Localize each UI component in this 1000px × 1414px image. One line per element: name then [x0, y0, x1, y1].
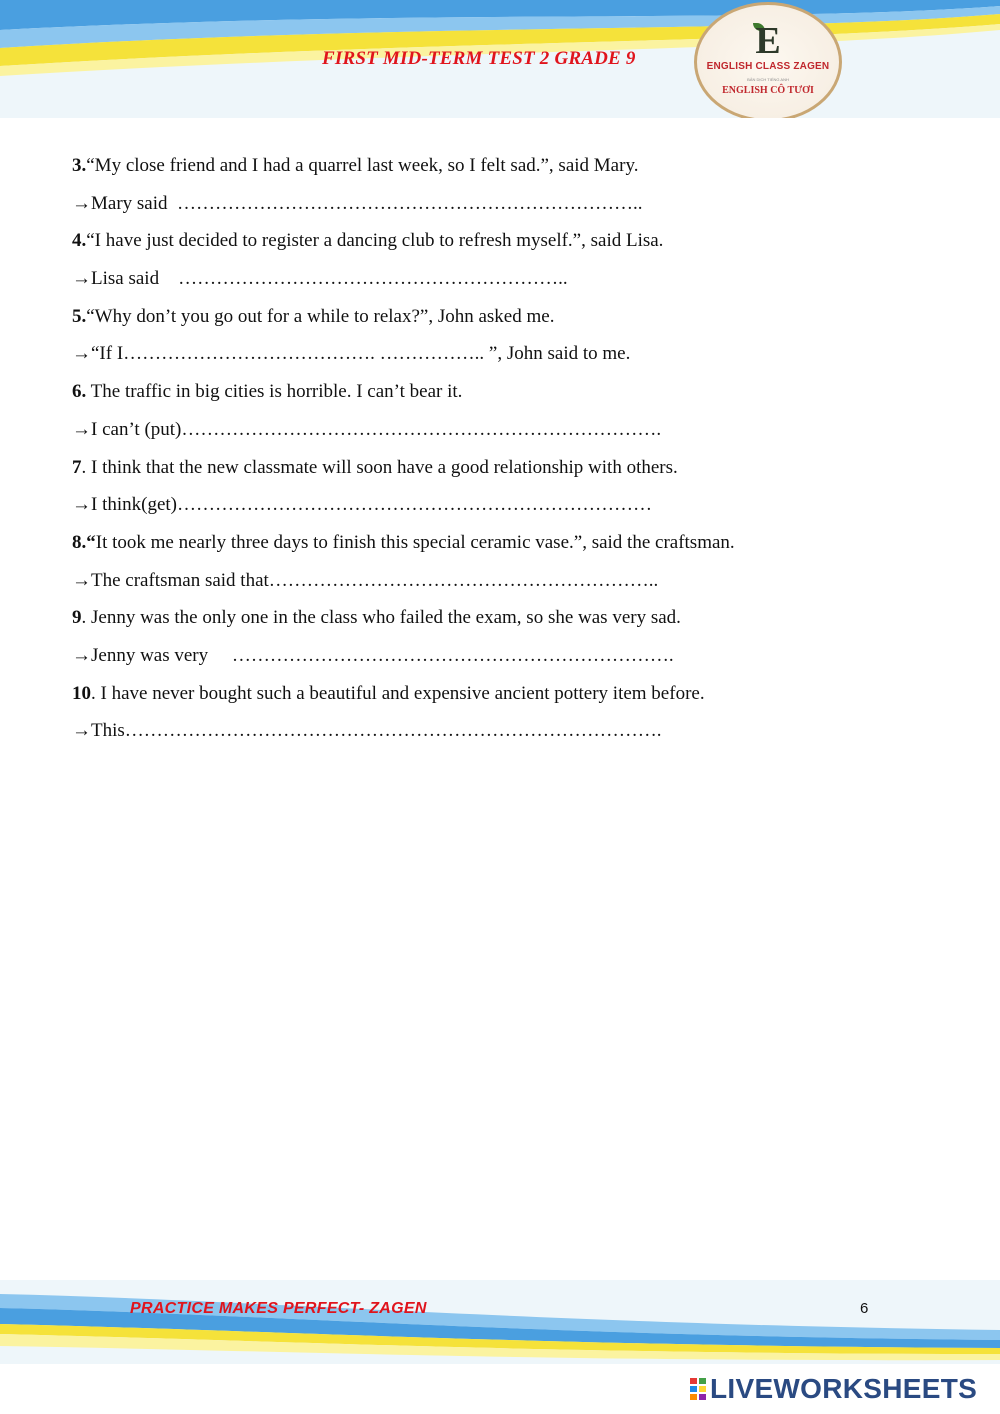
footer-slogan: PRACTICE MAKES PERFECT- ZAGEN [130, 1300, 427, 1317]
page-footer [0, 1280, 1000, 1414]
class-logo [694, 2, 842, 118]
answer-line: →Jenny was very ……………………………………………………………. [72, 644, 674, 666]
exercise-question [72, 298, 952, 336]
answer-line: →I think(get)………………………………………………………………… [72, 494, 653, 516]
question-text: “Why don’t you go out for a while to relax?”, John asked me. [86, 305, 555, 327]
exercise-question [72, 373, 952, 411]
answer-line: →I can’t (put)…………………………………………………………………. [72, 418, 662, 440]
liveworksheets-wordmark: LIVEWORKSHEETS [710, 1373, 978, 1404]
question-text: “I have just decided to register a dancing club to refresh myself.”, said Lisa. [86, 230, 664, 252]
question-text: . Jenny was the only one in the class who failed the exam, so she was very sad. [81, 607, 681, 629]
test-title: FIRST MID-TERM TEST 2 GRADE 9 [322, 48, 636, 69]
exercise-question [72, 524, 952, 562]
question-number: 7 [72, 456, 82, 478]
answer-line: →Mary said ……………………………………………………………….. [72, 192, 643, 214]
question-text: It took me nearly three days to finish this special ceramic vase.”, said the craftsman. [95, 531, 735, 553]
answer-line: →Lisa said …………………………………………………….. [72, 268, 568, 290]
liveworksheets-brand[interactable] [690, 1374, 977, 1404]
exercise-question [72, 599, 952, 637]
question-text: . I think that the new classmate will soon have a good relationship with others. [81, 456, 678, 478]
question-number: 5. [72, 305, 87, 327]
logo-name: ENGLISH CLASS ZAGEN [706, 61, 830, 72]
liveworksheets-icon [690, 1378, 706, 1400]
question-number: 10 [72, 682, 91, 704]
question-text: . I have never bought such a beautiful and expensive ancient pottery item before. [91, 682, 705, 704]
question-number: 9 [72, 607, 82, 629]
exercise-question [72, 449, 952, 487]
question-number: 8.“ [72, 531, 96, 553]
exercise-list [72, 147, 952, 750]
question-number: 3. [72, 155, 87, 176]
answer-line: →“If I…………………………………. …………….. ”, John said to me. [72, 343, 631, 365]
question-text: The traffic in big cities is horrible. I can’t bear it. [86, 381, 463, 403]
exercise-question [72, 675, 952, 713]
logo-name-secondary: ENGLISH CÔ TƯƠI [722, 85, 814, 96]
exercise-question [72, 147, 952, 185]
page-number: 6 [860, 1300, 869, 1317]
question-number: 6. [72, 381, 87, 403]
question-text: “My close friend and I had a quarrel last week, so I felt sad.”, said Mary. [86, 155, 639, 176]
answer-line: →The craftsman said that…………………………………………………….. [72, 569, 659, 591]
logo-letter: E [755, 20, 781, 62]
page-header [0, 0, 1000, 118]
question-number: 4. [72, 230, 87, 252]
answer-line: →This…………………………………………………………………………. [72, 720, 662, 742]
exercise-question [72, 222, 952, 260]
logo-subtitle: BẢN DỊCH TIẾNG ANH [747, 77, 789, 82]
